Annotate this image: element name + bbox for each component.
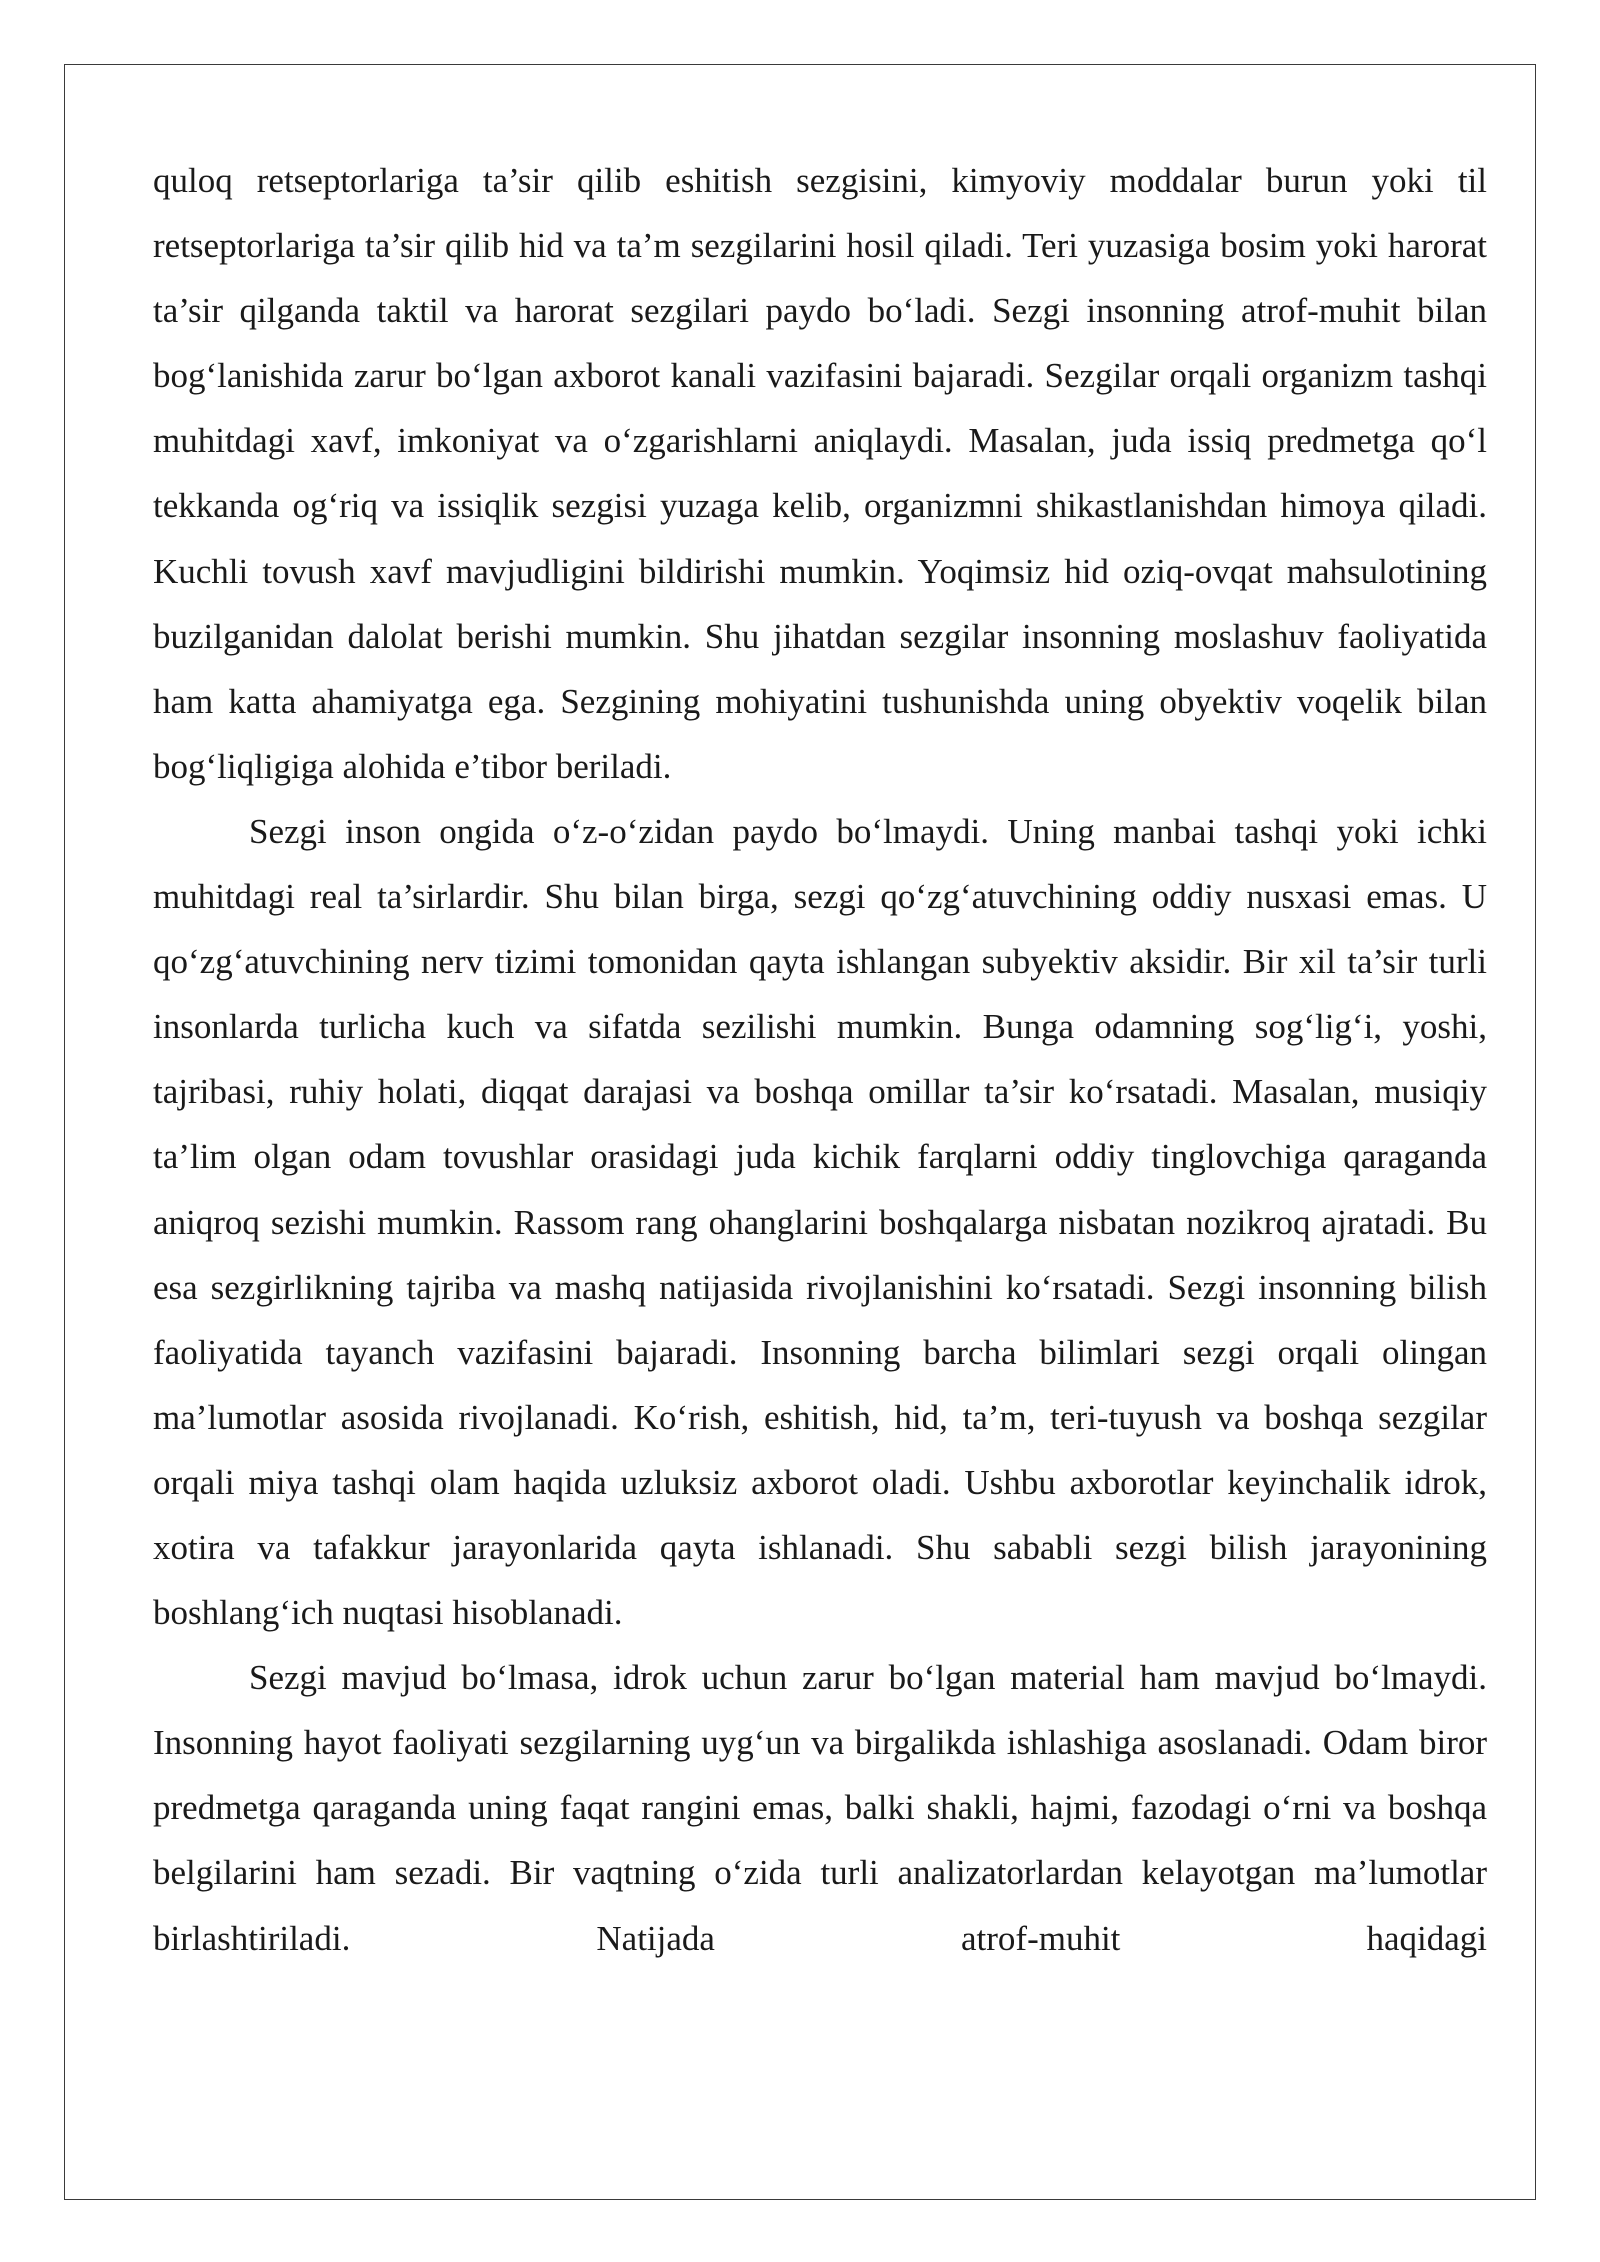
- paragraph-continued: quloq retseptorlariga ta’sir qilib eshitish sezgisini, kimyoviy moddalar burun yoki til retseptorlariga ta’sir qilib hid va ta’m sezgilarini hosil qiladi. Teri yuzasiga bosim yoki harorat ta’sir qilganda taktil va harorat sezgilari paydo bo‘ladi. Sezgi insonning atrof-muhit bilan bog‘lanishida zarur bo‘lgan axborot kanali vazifasini bajaradi. Sezgilar orqali organizm tashqi muhitdagi xavf, imkoniyat va o‘zgarishlarni aniqlaydi. Masalan, juda issiq predmetga qo‘l tekkanda og‘riq va issiqlik sezgisi yuzaga kelib, organizmni shikastlanishdan himoya qiladi. Kuchli tovush xavf mavjudligini bildirishi mumkin. Yoqimsiz hid oziq-ovqat mahsulotining buzilganidan dalolat berishi mumkin. Shu jihatdan sezgilar insonning moslashuv faoliyatida ham katta ahamiyatga ega. Sezgining mohiyatini tushunishda uning obyektiv voqelik bilan bog‘liqligiga alohida e’tibor beriladi.: [153, 161, 1487, 786]
- document-body: [153, 148, 1487, 1971]
- paragraph: Sezgi inson ongida o‘z-o‘zidan paydo bo‘lmaydi. Uning manbai tashqi yoki ichki muhitdagi real ta’sirlardir. Shu bilan birga, sezgi qo‘zg‘atuvchining oddiy nusxasi emas. U qo‘zg‘atuvchining nerv tizimi tomonidan qayta ishlangan subyektiv aksidir. Bir xil ta’sir turli insonlarda turlicha kuch va sifatda sezilishi mumkin. Bunga odamning sog‘lig‘i, yoshi, tajribasi, ruhiy holati, diqqat darajasi va boshqa omillar ta’sir ko‘rsatadi. Masalan, musiqiy ta’lim olgan odam tovushlar orasidagi juda kichik farqlarni oddiy tinglovchiga qaraganda aniqroq sezishi mumkin. Rassom rang ohanglarini boshqalarga nisbatan nozikroq ajratadi. Bu esa sezgirlikning tajriba va mashq natijasida rivojlanishini ko‘rsatadi. Sezgi insonning bilish faoliyatida tayanch vazifasini bajaradi. Insonning barcha bilimlari sezgi orqali olingan ma’lumotlar asosida rivojlanadi. Ko‘rish, eshitish, hid, ta’m, teri-tuyush va boshqa sezgilar orqali miya tashqi olam haqida uzluksiz axborot oladi. Ushbu axborotlar keyinchalik idrok, xotira va tafakkur jarayonlarida qayta ishlanadi. Shu sababli sezgi bilish jarayonining boshlang‘ich nuqtasi hisoblanadi.: [153, 811, 1487, 1633]
- paragraph: Sezgi mavjud bo‘lmasa, idrok uchun zarur bo‘lgan material ham mavjud bo‘lmaydi. Insonning hayot faoliyati sezgilarning uyg‘un va birgalikda ishlashiga asoslanadi. Odam biror predmetga qaraganda uning faqat rangini emas, balki shakli, hajmi, fazodagi o‘rni va boshqa belgilarini ham sezadi. Bir vaqtning o‘zida turli analizatorlardan kelayotgan ma’lumotlar birlashtiriladi. Natijada atrof-muhit haqidagi: [153, 1658, 1487, 1958]
